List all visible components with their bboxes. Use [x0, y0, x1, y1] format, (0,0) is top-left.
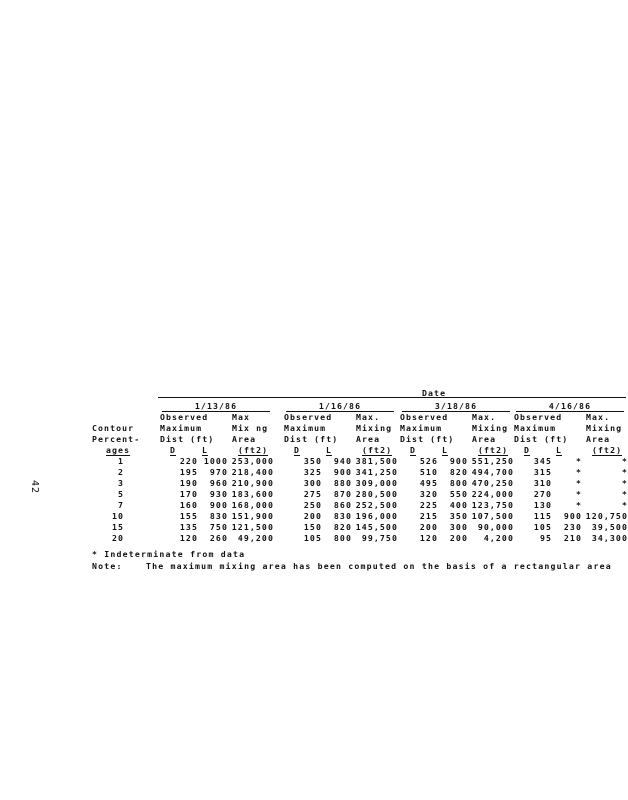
area-cell: 39,500: [591, 522, 628, 532]
length-l-cell: *: [575, 500, 582, 510]
group-header-left: Maximum: [160, 423, 203, 433]
group-subheader: [410, 445, 416, 455]
area-cell: *: [621, 467, 628, 477]
row-header-line-3: [106, 445, 168, 455]
length-l-cell: 930: [209, 489, 228, 499]
distance-d-cell: 310: [533, 478, 552, 488]
length-l-cell: 900: [333, 467, 352, 477]
area-cell: 470,250: [471, 478, 514, 488]
distance-d-cell: 495: [419, 478, 438, 488]
length-l-cell: 900: [563, 511, 582, 521]
area-cell: 123,750: [471, 500, 514, 510]
length-l-cell: 870: [333, 489, 352, 499]
distance-d-cell: 200: [419, 522, 438, 532]
group-subheader: [326, 445, 332, 455]
length-l-cell: 210: [563, 533, 582, 543]
distance-d-cell: 120: [419, 533, 438, 543]
contour-percentage: 15: [111, 522, 124, 532]
group-header-left: Dist (ft): [284, 434, 339, 444]
area-cell: 253,000: [231, 456, 274, 466]
contour-percentage: 3: [117, 478, 124, 488]
contour-percentage: 1: [117, 456, 124, 466]
area-cell: 210,900: [231, 478, 274, 488]
contour-percentage: 20: [111, 533, 124, 543]
group-subheader: [478, 445, 508, 455]
length-l-cell: 800: [333, 533, 352, 543]
footnote: * Indeterminate from data: [92, 549, 246, 559]
group-header-left: Maximum: [514, 423, 557, 433]
length-l-cell: *: [575, 467, 582, 477]
group-header-right: Max.: [586, 412, 611, 422]
group-header-right: Max: [232, 412, 251, 422]
length-l-cell: 820: [449, 467, 468, 477]
group-header-right: Max.: [472, 412, 497, 422]
distance-d-cell: 120: [179, 533, 198, 543]
area-cell: 49,200: [237, 533, 274, 543]
table-notes: [92, 549, 612, 573]
date-header: 1/16/86: [318, 401, 362, 411]
group-subheader-text: D: [294, 445, 301, 455]
area-cell: *: [621, 478, 628, 488]
page-number: 42: [29, 480, 40, 495]
length-l-cell: 230: [563, 522, 582, 532]
distance-d-cell: 220: [179, 456, 198, 466]
distance-d-cell: 345: [533, 456, 552, 466]
group-header-left: Maximum: [400, 423, 443, 433]
group-header-right: Mix ng: [232, 423, 269, 433]
contour-percentage: 10: [111, 511, 124, 521]
table-row: [92, 478, 626, 489]
group-header-right: Area: [586, 434, 611, 444]
distance-d-cell: 225: [419, 500, 438, 510]
length-l-cell: 400: [449, 500, 468, 510]
group-header-right: Mixing: [356, 423, 393, 433]
area-cell: 107,500: [471, 511, 514, 521]
distance-d-cell: 150: [303, 522, 322, 532]
distance-d-cell: 130: [533, 500, 552, 510]
contour-percentage: 5: [117, 489, 124, 499]
group-subheader: [294, 445, 300, 455]
area-cell: 151,900: [231, 511, 274, 521]
group-header-right: Mixing: [586, 423, 623, 433]
row-header-line-2: Percent-: [92, 434, 141, 444]
area-cell: 34,300: [591, 533, 628, 543]
length-l-cell: 880: [333, 478, 352, 488]
area-cell: 494,700: [471, 467, 514, 477]
group-subheader: [592, 445, 622, 455]
table-row: [92, 533, 626, 544]
area-cell: *: [621, 500, 628, 510]
length-l-cell: 900: [449, 456, 468, 466]
area-cell: 218,400: [231, 467, 274, 477]
distance-d-cell: 135: [179, 522, 198, 532]
distance-d-cell: 170: [179, 489, 198, 499]
area-cell: 183,600: [231, 489, 274, 499]
area-cell: 121,500: [231, 522, 274, 532]
length-l-cell: 970: [209, 467, 228, 477]
table-row: [92, 511, 626, 522]
length-l-cell: 860: [333, 500, 352, 510]
distance-d-cell: 105: [303, 533, 322, 543]
group-header-right: Area: [472, 434, 497, 444]
group-subheader: [238, 445, 268, 455]
group-subheader: [362, 445, 392, 455]
note-label: Note:: [92, 561, 123, 571]
area-cell: 551,250: [471, 456, 514, 466]
group-header-left: Observed: [160, 412, 209, 422]
table-row: [92, 500, 626, 511]
area-cell: 252,500: [355, 500, 398, 510]
distance-d-cell: 300: [303, 478, 322, 488]
area-cell: 120,750: [585, 511, 628, 521]
group-header-left: Observed: [400, 412, 449, 422]
length-l-cell: *: [575, 456, 582, 466]
group-header-left: Dist (ft): [160, 434, 215, 444]
area-cell: 99,750: [361, 533, 398, 543]
length-l-cell: 830: [209, 511, 228, 521]
length-l-cell: 940: [333, 456, 352, 466]
distance-d-cell: 115: [533, 511, 552, 521]
area-cell: 280,500: [355, 489, 398, 499]
date-super-header: Date: [422, 388, 447, 398]
area-cell: 224,000: [471, 489, 514, 499]
area-cell: 4,200: [483, 533, 514, 543]
group-subheader-text: (ft2): [238, 445, 269, 455]
length-l-cell: 750: [209, 522, 228, 532]
group-subheader-text: D: [524, 445, 531, 455]
group-header-left: Observed: [514, 412, 563, 422]
distance-d-cell: 315: [533, 467, 552, 477]
length-l-cell: 960: [209, 478, 228, 488]
area-cell: 381,500: [355, 456, 398, 466]
distance-d-cell: 325: [303, 467, 322, 477]
group-header-left: Observed: [284, 412, 333, 422]
table-row: [92, 456, 626, 467]
table-top-rule: [158, 397, 626, 398]
group-subheader-text: L: [442, 445, 449, 455]
group-header-right: Area: [356, 434, 381, 444]
distance-d-cell: 200: [303, 511, 322, 521]
table-row: [92, 522, 626, 533]
note-line: [92, 561, 612, 573]
contour-percentage: 7: [117, 500, 124, 510]
group-subheader-text: (ft2): [592, 445, 623, 455]
group-subheader: [202, 445, 208, 455]
note-text: The maximum mixing area has been computed on the basis of a rectangular area: [146, 561, 612, 571]
date-header: 3/18/86: [434, 401, 478, 411]
distance-d-cell: 190: [179, 478, 198, 488]
area-cell: *: [621, 489, 628, 499]
length-l-cell: 830: [333, 511, 352, 521]
length-l-cell: 550: [449, 489, 468, 499]
group-subheader: [524, 445, 530, 455]
group-subheader-text: D: [410, 445, 417, 455]
length-l-cell: 1000: [203, 456, 228, 466]
group-subheader-text: D: [170, 445, 177, 455]
distance-d-cell: 215: [419, 511, 438, 521]
group-header-left: Dist (ft): [400, 434, 455, 444]
group-subheader-text: (ft2): [478, 445, 509, 455]
length-l-cell: 800: [449, 478, 468, 488]
group-header-right: Area: [232, 434, 257, 444]
group-subheader: [170, 445, 176, 455]
length-l-cell: 350: [449, 511, 468, 521]
distance-d-cell: 250: [303, 500, 322, 510]
length-l-cell: 300: [449, 522, 468, 532]
group-subheader: [442, 445, 448, 455]
distance-d-cell: 195: [179, 467, 198, 477]
area-cell: 341,250: [355, 467, 398, 477]
row-header-ages: ages: [106, 445, 131, 455]
row-header-line-1: Contour: [92, 423, 135, 433]
group-subheader-text: (ft2): [362, 445, 393, 455]
distance-d-cell: 270: [533, 489, 552, 499]
table-row: [92, 489, 626, 500]
group-subheader-text: L: [202, 445, 209, 455]
date-header: 4/16/86: [548, 401, 592, 411]
distance-d-cell: 320: [419, 489, 438, 499]
area-cell: 90,000: [477, 522, 514, 532]
length-l-cell: 200: [449, 533, 468, 543]
table-row: [92, 467, 626, 478]
group-subheader-text: L: [326, 445, 333, 455]
length-l-cell: 820: [333, 522, 352, 532]
group-header-right: Max.: [356, 412, 381, 422]
distance-d-cell: 526: [419, 456, 438, 466]
date-header: 1/13/86: [194, 401, 238, 411]
area-cell: 309,000: [355, 478, 398, 488]
distance-d-cell: 105: [533, 522, 552, 532]
distance-d-cell: 95: [539, 533, 552, 543]
group-subheader-text: L: [556, 445, 563, 455]
area-cell: 145,500: [355, 522, 398, 532]
area-cell: 168,000: [231, 500, 274, 510]
distance-d-cell: 160: [179, 500, 198, 510]
length-l-cell: 260: [209, 533, 228, 543]
length-l-cell: 900: [209, 500, 228, 510]
contour-percentage: 2: [117, 467, 124, 477]
group-subheader: [556, 445, 562, 455]
distance-d-cell: 510: [419, 467, 438, 477]
distance-d-cell: 275: [303, 489, 322, 499]
area-cell: *: [621, 456, 628, 466]
group-header-left: Maximum: [284, 423, 327, 433]
group-header-right: Mixing: [472, 423, 509, 433]
length-l-cell: *: [575, 489, 582, 499]
area-cell: 196,000: [355, 511, 398, 521]
length-l-cell: *: [575, 478, 582, 488]
group-header-left: Dist (ft): [514, 434, 569, 444]
distance-d-cell: 155: [179, 511, 198, 521]
distance-d-cell: 350: [303, 456, 322, 466]
